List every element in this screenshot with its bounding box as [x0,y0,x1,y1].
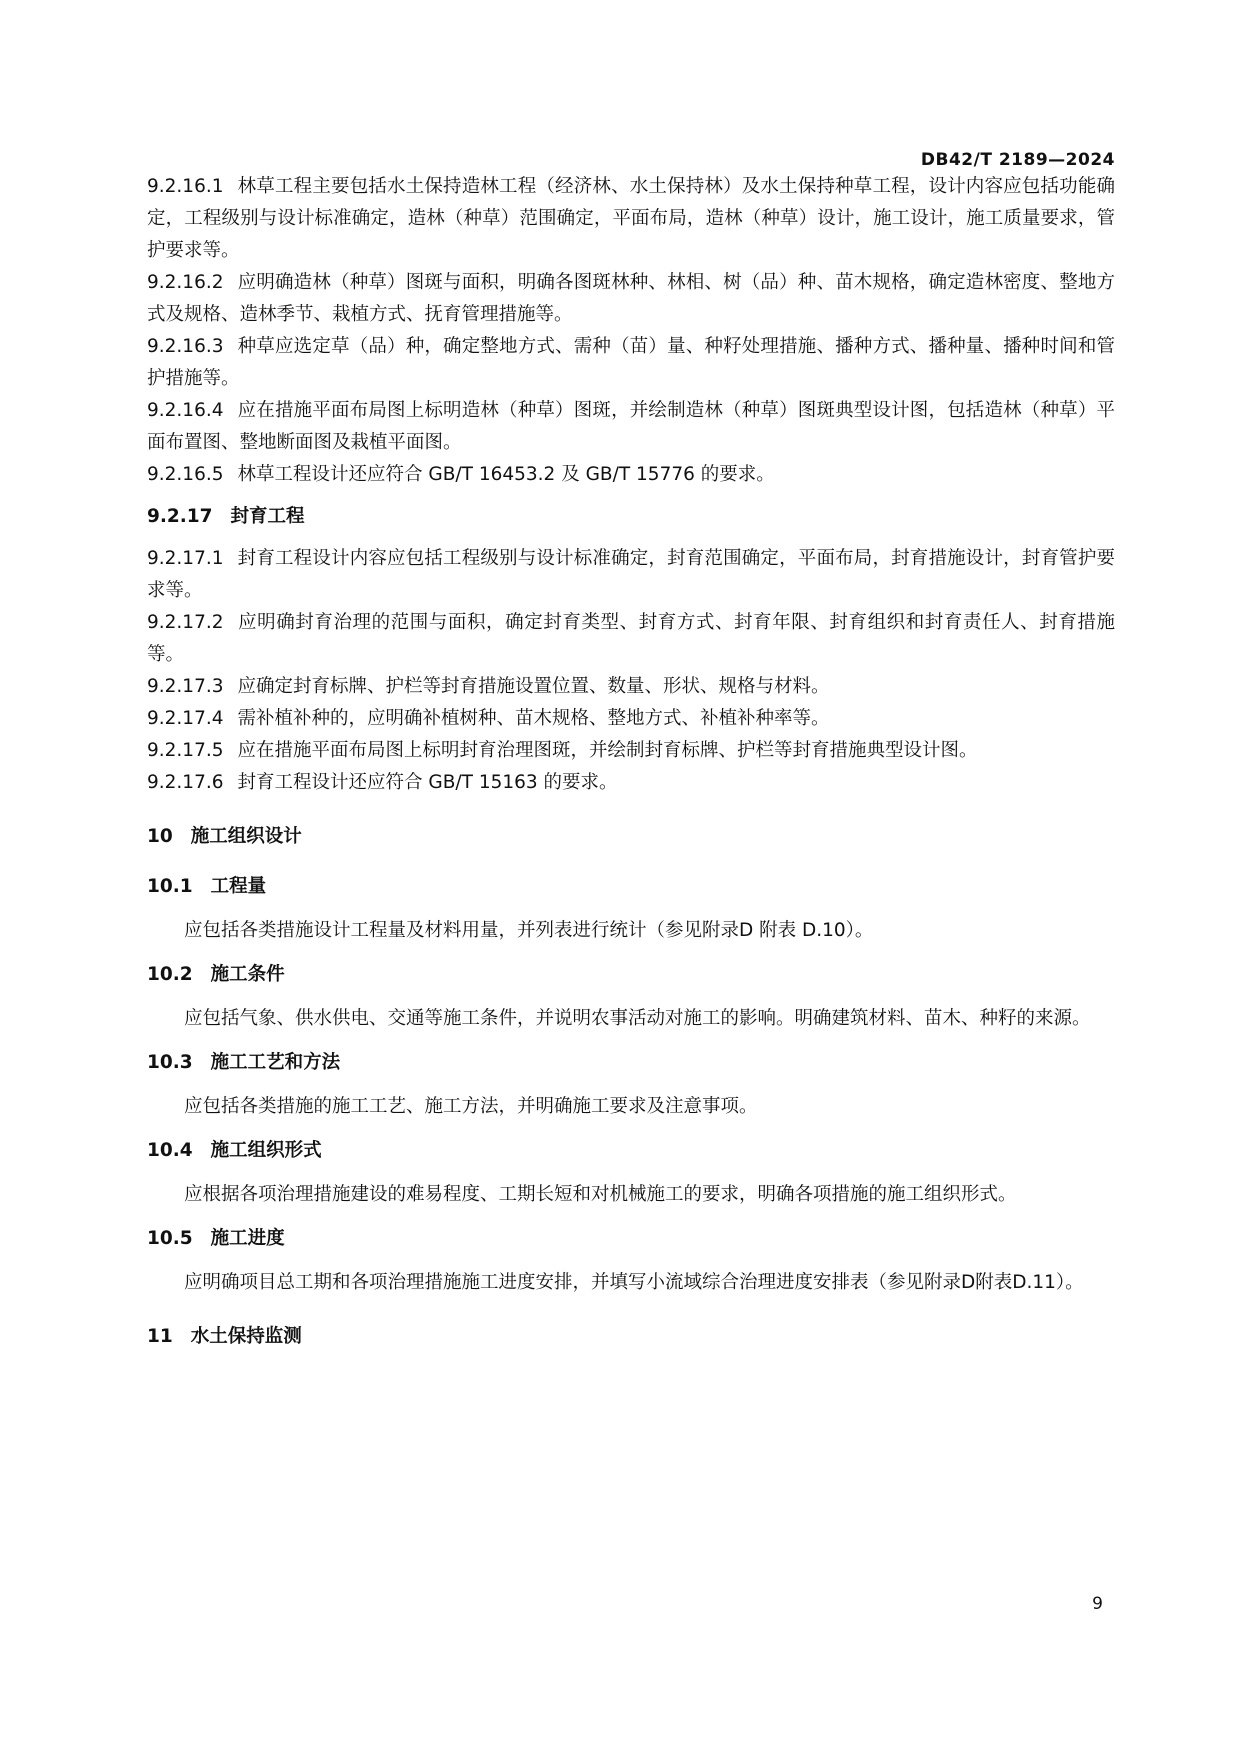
clause-number: 9.2.17.2 [147,612,224,633]
section-paragraph-10-3: 应包括各类措施的施工工艺、施工方法，并明确施工要求及注意事项。 [184,1096,758,1117]
section-heading-9-2-17 [147,501,1115,533]
section-heading-10-1 [147,871,1115,903]
section-paragraph-10-5: 应明确项目总工期和各项治理措施施工进度安排，并填写小流域综合治理进度安排表（参见附录D附表D.11）。 [184,1272,1084,1293]
clause-number: 9.2.17.4 [147,708,224,729]
clause-number: 9.2.16.5 [147,464,224,485]
chapter-heading-10 [147,821,1115,853]
section-heading-10-5 [147,1223,1115,1255]
clause-9-2-17-3 [147,671,1115,703]
section-title: 施工工艺和方法 [210,1052,341,1073]
section-title: 工程量 [210,876,267,897]
clause-text: 应确定封育标牌、护栏等封育措施设置位置、数量、形状、规格与材料。 [237,676,830,697]
clause-number: 9.2.17.1 [147,548,224,569]
section-heading-10-3 [147,1047,1115,1079]
clause-9-2-16-2 [147,267,1115,331]
page-number: 9 [1092,1594,1103,1614]
clause-9-2-17-5 [147,735,1115,767]
section-paragraph-10-4: 应根据各项治理措施建设的难易程度、工期长短和对机械施工的要求，明确各项措施的施工组织形式。 [184,1184,1017,1205]
clause-9-2-16-4 [147,395,1115,459]
clause-number: 9.2.17.6 [147,772,224,793]
section-title: 封育工程 [230,506,305,527]
clause-text: 林草工程主要包括水土保持造林工程（经济林、水土保持林）及水土保持种草工程，设计内容应包括功能确定，工程级别与设计标准确定，造林（种草）范围确定，平面布局，造林（种草）设计，施工设计，施工质量要求，管护要求等。 [147,176,1115,261]
section-number: 10.2 [147,964,193,985]
section-number: 10.4 [147,1140,193,1161]
section-title: 施工组织形式 [210,1140,322,1161]
document-code: DB42/T 2189—2024 [920,150,1115,170]
clause-9-2-17-6 [147,767,1115,799]
chapter-number: 11 [147,1326,173,1347]
section-heading-10-4 [147,1135,1115,1167]
section-number: 10.5 [147,1228,193,1249]
clause-text: 应在措施平面布局图上标明造林（种草）图斑，并绘制造林（种草）图斑典型设计图，包括造林（种草）平面布置图、整地断面图及栽植平面图。 [147,400,1115,453]
clause-number: 9.2.17.5 [147,740,224,761]
clause-9-2-16-5 [147,459,1115,491]
clause-text: 林草工程设计还应符合 GB/T 16453.2 及 GB/T 15776 的要求。 [237,464,775,485]
clause-9-2-17-4 [147,703,1115,735]
clause-text: 封育工程设计内容应包括工程级别与设计标准确定，封育范围确定，平面布局，封育措施设计，封育管护要求等。 [147,548,1115,601]
section-number: 10.3 [147,1052,193,1073]
section-heading-10-2 [147,959,1115,991]
clause-text: 应在措施平面布局图上标明封育治理图斑，并绘制封育标牌、护栏等封育措施典型设计图。 [237,740,978,761]
clause-number: 9.2.17.3 [147,676,224,697]
clause-text: 种草应选定草（品）种，确定整地方式、需种（苗）量、种籽处理措施、播种方式、播种量、播种时间和管护措施等。 [147,336,1115,389]
chapter-number: 10 [147,826,173,847]
clause-text: 需补植补种的，应明确补植树种、苗木规格、整地方式、补植补种率等。 [237,708,830,729]
section-number: 9.2.17 [147,506,213,527]
chapter-heading-11 [147,1321,1115,1353]
section-paragraph-10-1: 应包括各类措施设计工程量及材料用量，并列表进行统计（参见附录D 附表 D.10）。 [184,920,874,941]
clause-9-2-17-1 [147,543,1115,607]
section-paragraph-10-2: 应包括气象、供水供电、交通等施工条件，并说明农事活动对施工的影响。明确建筑材料、苗木、种籽的来源。 [184,1008,1091,1029]
clause-number: 9.2.16.3 [147,336,224,357]
clause-number: 9.2.16.2 [147,272,224,293]
clause-number: 9.2.16.4 [147,400,224,421]
clause-9-2-16-3 [147,331,1115,395]
page-body [147,171,1115,1371]
clause-text: 应明确封育治理的范围与面积，确定封育类型、封育方式、封育年限、封育组织和封育责任人、封育措施等。 [147,612,1115,665]
clause-text: 应明确造林（种草）图斑与面积，明确各图斑林种、林相、树（品）种、苗木规格，确定造林密度、整地方式及规格、造林季节、栽植方式、抚育管理措施等。 [147,272,1115,325]
section-number: 10.1 [147,876,193,897]
chapter-title: 水土保持监测 [190,1326,302,1347]
section-title: 施工条件 [210,964,285,985]
clause-9-2-17-2 [147,607,1115,671]
section-title: 施工进度 [210,1228,285,1249]
clause-number: 9.2.16.1 [147,176,224,197]
clause-9-2-16-1 [147,171,1115,267]
clause-text: 封育工程设计还应符合 GB/T 15163 的要求。 [237,772,618,793]
chapter-title: 施工组织设计 [190,826,302,847]
